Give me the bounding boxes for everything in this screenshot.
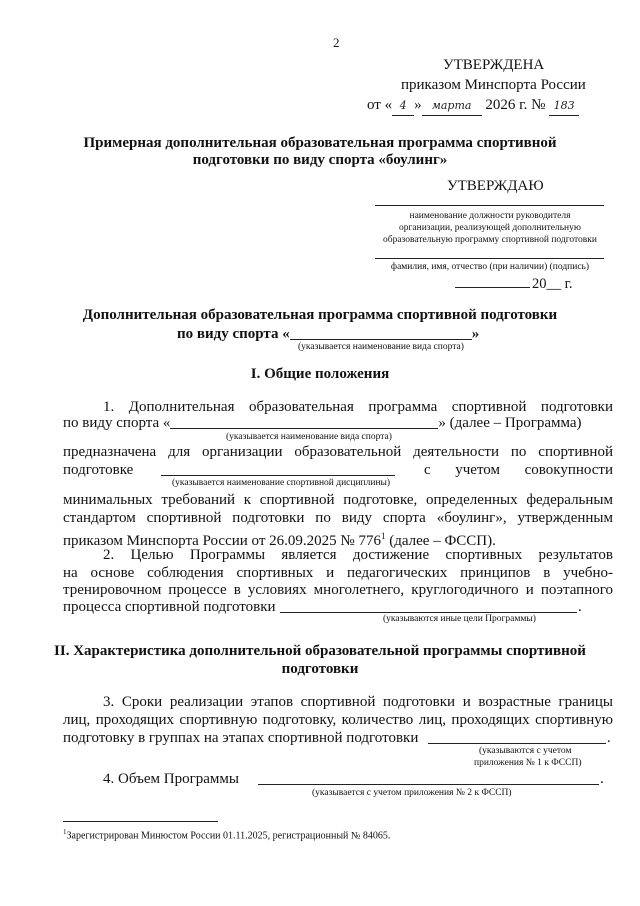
approval-order-line: приказом Минспорта России (401, 77, 586, 93)
approve-caption-4: фамилия, имя, отчество (при наличии) (подпись) (390, 262, 590, 272)
paragraph-1-sport-suffix: » (далее – Программа) (438, 415, 582, 431)
program-title-caption: (указывается наименование вида спорта) (298, 342, 464, 352)
paragraph-4-caption: (указывается с учетом приложения № 2 к ФССП) (312, 788, 512, 798)
paragraph-2-caption: (указываются иные цели Программы) (383, 614, 536, 624)
paragraph-3-period: . (607, 730, 611, 746)
section-1-title: I. Общие положения (250, 366, 390, 382)
paragraph-3-line-3: подготовку в группах на этапах спортивной подготовки (63, 730, 419, 746)
paragraph-1-discipline-blank (161, 475, 395, 476)
paragraph-1-line-4-a: подготовке (63, 462, 134, 478)
paragraph-3-terms-blank (428, 743, 606, 744)
approve-caption-1: наименование должности руководителя (409, 211, 571, 221)
paragraph-2-goals-blank (280, 612, 577, 613)
program-sport-blank (290, 325, 472, 340)
paragraph-2-period: . (578, 599, 582, 615)
paragraph-4-volume-blank (258, 784, 599, 785)
document-title-line-1: Примерная дополнительная образовательная программа спортивной (83, 135, 557, 151)
approve-position-line (375, 205, 604, 206)
page-number: 2 (333, 35, 340, 50)
program-title-line-2 (177, 325, 479, 343)
approval-month: марта (422, 97, 482, 116)
paragraph-1-line-2 (63, 414, 613, 432)
footnote (63, 826, 390, 842)
approval-date-mid: » (414, 97, 422, 113)
approve-date-line (455, 287, 530, 288)
paragraph-2-line-2: на основе соблюдения спортивных и педагогических принципов в учебно- (63, 565, 613, 581)
paragraph-1-order-suffix: (далее – ФССП). (385, 533, 496, 549)
footnote-mark: 1 (63, 828, 67, 836)
section-2-title-line-1: II. Характеристика дополнительной образовательной программы спортивной (54, 643, 586, 659)
paragraph-4-period: . (600, 771, 604, 787)
paragraph-3-line-2: лиц, проходящих спортивную подготовку, количество лиц, проходящих спортивную (63, 712, 613, 728)
approval-date-line (367, 96, 579, 116)
document-title-line-2: подготовки по виду спорта «боулинг» (192, 152, 448, 168)
program-title-prefix: по виду спорта « (177, 326, 290, 342)
paragraph-3-caption-1: (указываются с учетом (479, 746, 572, 756)
paragraph-3-caption-2: приложения № 1 к ФССП) (474, 758, 582, 768)
approve-caption-3: образовательную программу спортивной подготовки (382, 235, 597, 245)
section-2-title-line-2: подготовки (281, 661, 359, 677)
approval-title: УТВЕРЖДЕНА (443, 57, 545, 73)
paragraph-2-line-4: процесса спортивной подготовки (63, 599, 276, 615)
paragraph-1-sport-blank (170, 414, 438, 429)
approval-day: 4 (392, 97, 414, 116)
program-title-line-1: Дополнительная образовательная программа спортивной подготовки (82, 307, 558, 323)
approve-title: УТВЕРЖДАЮ (447, 178, 544, 194)
footnote-text: Зарегистрирован Минюстом России 01.11.2025, регистрационный № 84065. (66, 830, 391, 842)
approve-date: 20__ г. (532, 276, 573, 292)
paragraph-1-line-6: стандартом спортивной подготовки по виду спорта «боулинг», утвержденным (63, 510, 613, 526)
footnote-separator (63, 821, 218, 822)
approval-date-prefix: от « (367, 97, 393, 113)
approval-year: 2026 г. № (485, 97, 546, 113)
paragraph-2-line-3: тренировочном процессе в условиях многолетнего, круглогодичного и поэтапного (63, 582, 613, 598)
approve-caption-2: организации, реализующей дополнительную (399, 223, 581, 233)
paragraph-3-line-1: 3. Сроки реализации этапов спортивной подготовки и возрастные границы (103, 694, 613, 710)
paragraph-1-caption-sport: (указывается наименование вида спорта) (226, 432, 392, 442)
approve-name-line (375, 258, 604, 259)
paragraph-2-line-1: 2. Целью Программы является достижение спортивных результатов (103, 547, 613, 563)
paragraph-1-line-5: минимальных требований к спортивной подготовке, определенных федеральным (63, 492, 613, 508)
paragraph-1-line-1: 1. Дополнительная образовательная программа спортивной подготовки (103, 399, 613, 415)
paragraph-1-sport-prefix: по виду спорта « (63, 415, 171, 431)
paragraph-1-line-4-b: с учетом совокупности (424, 462, 613, 478)
paragraph-1-line-3: предназначена для организации образовательной деятельности по спортивной (63, 444, 613, 460)
program-title-suffix: » (471, 326, 480, 342)
approval-order-number: 183 (549, 97, 579, 116)
footnote-ref: 1 (380, 531, 386, 541)
paragraph-1-order-text: приказом Минспорта России от 26.09.2025 № 776 (63, 533, 381, 549)
paragraph-1-caption-discipline: (указывается наименование спортивной дисциплины) (172, 478, 391, 488)
paragraph-4-line-1: 4. Объем Программы (103, 771, 239, 787)
